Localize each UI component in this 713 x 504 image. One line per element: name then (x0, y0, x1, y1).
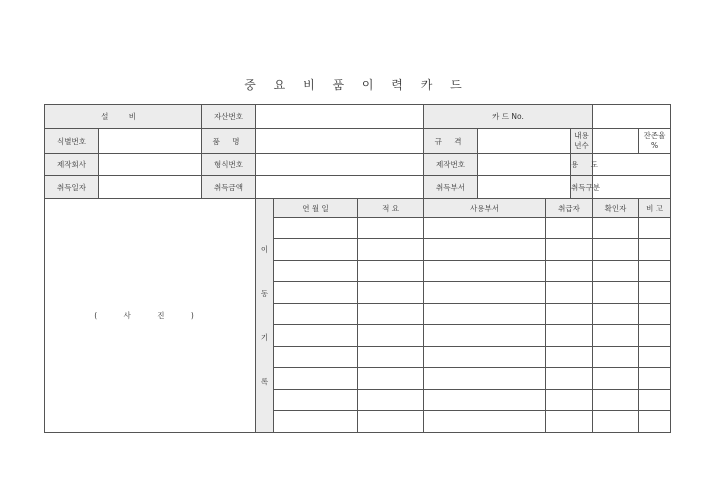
log-cell[interactable] (593, 218, 639, 239)
log-cell[interactable] (639, 218, 671, 239)
col-user-dept: 사용부서 (424, 199, 546, 218)
transfer-char-2: 동 (260, 288, 269, 298)
log-cell[interactable] (274, 347, 358, 368)
log-cell[interactable] (593, 390, 639, 411)
log-cell[interactable] (274, 368, 358, 390)
log-cell[interactable] (639, 261, 671, 282)
log-cell[interactable] (274, 325, 358, 347)
equipment-history-card (44, 104, 670, 433)
residual-rate-cell[interactable] (639, 129, 671, 154)
log-cell[interactable] (358, 347, 424, 368)
log-cell[interactable] (639, 390, 671, 411)
model-no-field[interactable] (256, 154, 424, 176)
log-cell[interactable] (424, 347, 546, 368)
log-cell[interactable] (274, 261, 358, 282)
transfer-char-3: 기 (260, 332, 269, 342)
residual-rate-label: 잔존율 (643, 131, 666, 140)
log-cell[interactable] (639, 325, 671, 347)
log-cell[interactable] (639, 282, 671, 304)
log-cell[interactable] (639, 347, 671, 368)
log-cell[interactable] (358, 218, 424, 239)
log-cell[interactable] (593, 411, 639, 433)
log-cell[interactable] (546, 411, 593, 433)
log-cell[interactable] (546, 390, 593, 411)
log-cell[interactable] (639, 304, 671, 325)
item-name-label: 품 명 (202, 129, 256, 154)
manufacturer-label: 제작회사 (45, 154, 99, 176)
equipment-label: 설 비 (45, 105, 202, 129)
log-cell[interactable] (546, 304, 593, 325)
log-cell[interactable] (274, 390, 358, 411)
acq-date-field[interactable] (99, 176, 202, 199)
col-remarks: 비 고 (639, 199, 671, 218)
card-no-field[interactable] (593, 105, 671, 129)
acq-type-field[interactable] (593, 176, 671, 199)
serial-no-label: 제작번호 (424, 154, 478, 176)
log-cell[interactable] (358, 304, 424, 325)
log-cell[interactable] (358, 368, 424, 390)
acq-amount-label: 취득금액 (202, 176, 256, 199)
transfer-char-4: 록 (260, 376, 269, 386)
acq-date-label: 취득일자 (45, 176, 99, 199)
card-table (44, 104, 671, 433)
col-date: 연 월 일 (274, 199, 358, 218)
log-cell[interactable] (546, 325, 593, 347)
log-cell[interactable] (546, 347, 593, 368)
useful-life-label-line2: 년수 (574, 141, 589, 150)
card-no-label: 카 드 No. (424, 105, 593, 129)
log-cell[interactable] (358, 282, 424, 304)
col-confirmer: 확인자 (593, 199, 639, 218)
log-cell[interactable] (593, 347, 639, 368)
log-cell[interactable] (593, 282, 639, 304)
useful-life-label (571, 129, 593, 154)
log-cell[interactable] (546, 239, 593, 261)
log-cell[interactable] (274, 411, 358, 433)
log-cell[interactable] (358, 261, 424, 282)
log-cell[interactable] (358, 239, 424, 261)
purpose-field[interactable] (593, 154, 671, 176)
col-handler: 취급자 (546, 199, 593, 218)
log-cell[interactable] (639, 411, 671, 433)
log-cell[interactable] (546, 368, 593, 390)
col-summary: 적 요 (358, 199, 424, 218)
log-cell[interactable] (593, 368, 639, 390)
id-no-field[interactable] (99, 129, 202, 154)
log-cell[interactable] (424, 239, 546, 261)
page-title: 중 요 비 품 이 력 카 드 (244, 78, 469, 92)
log-cell[interactable] (424, 218, 546, 239)
log-cell[interactable] (593, 261, 639, 282)
spec-field[interactable] (478, 129, 571, 154)
asset-no-label: 자산번호 (202, 105, 256, 129)
log-cell[interactable] (424, 368, 546, 390)
log-cell[interactable] (546, 261, 593, 282)
asset-no-field[interactable] (256, 105, 424, 129)
log-cell[interactable] (593, 304, 639, 325)
acq-amount-field[interactable] (256, 176, 424, 199)
transfer-record-label (256, 199, 274, 433)
log-cell[interactable] (639, 368, 671, 390)
log-cell[interactable] (358, 325, 424, 347)
acq-dept-label: 취득부서 (424, 176, 478, 199)
useful-life-label-line1: 내용 (574, 131, 589, 140)
id-no-label: 식별번호 (45, 129, 99, 154)
log-cell[interactable] (546, 282, 593, 304)
acq-dept-field[interactable] (478, 176, 571, 199)
acq-type-label: 취득구분 (571, 176, 593, 199)
item-name-field[interactable] (256, 129, 424, 154)
log-cell[interactable] (424, 261, 546, 282)
log-cell[interactable] (358, 390, 424, 411)
log-cell[interactable] (274, 218, 358, 239)
photo-area: ( 사 진 ) (45, 199, 256, 433)
transfer-char-1: 이 (260, 244, 269, 254)
purpose-label: 용 도 (571, 154, 593, 176)
manufacturer-field[interactable] (99, 154, 202, 176)
log-cell[interactable] (424, 390, 546, 411)
log-cell[interactable] (274, 304, 358, 325)
useful-life-field[interactable] (593, 129, 639, 154)
log-cell[interactable] (358, 411, 424, 433)
log-cell[interactable] (274, 282, 358, 304)
log-cell[interactable] (424, 325, 546, 347)
spec-label: 규 격 (424, 129, 478, 154)
log-cell[interactable] (424, 282, 546, 304)
log-cell[interactable] (424, 304, 546, 325)
log-cell[interactable] (639, 239, 671, 261)
serial-no-field[interactable] (478, 154, 571, 176)
residual-rate-unit: % (650, 141, 659, 150)
model-no-label: 형식번호 (202, 154, 256, 176)
log-cell[interactable] (424, 411, 546, 433)
log-cell[interactable] (274, 239, 358, 261)
log-cell[interactable] (593, 239, 639, 261)
log-cell[interactable] (593, 325, 639, 347)
log-cell[interactable] (546, 218, 593, 239)
